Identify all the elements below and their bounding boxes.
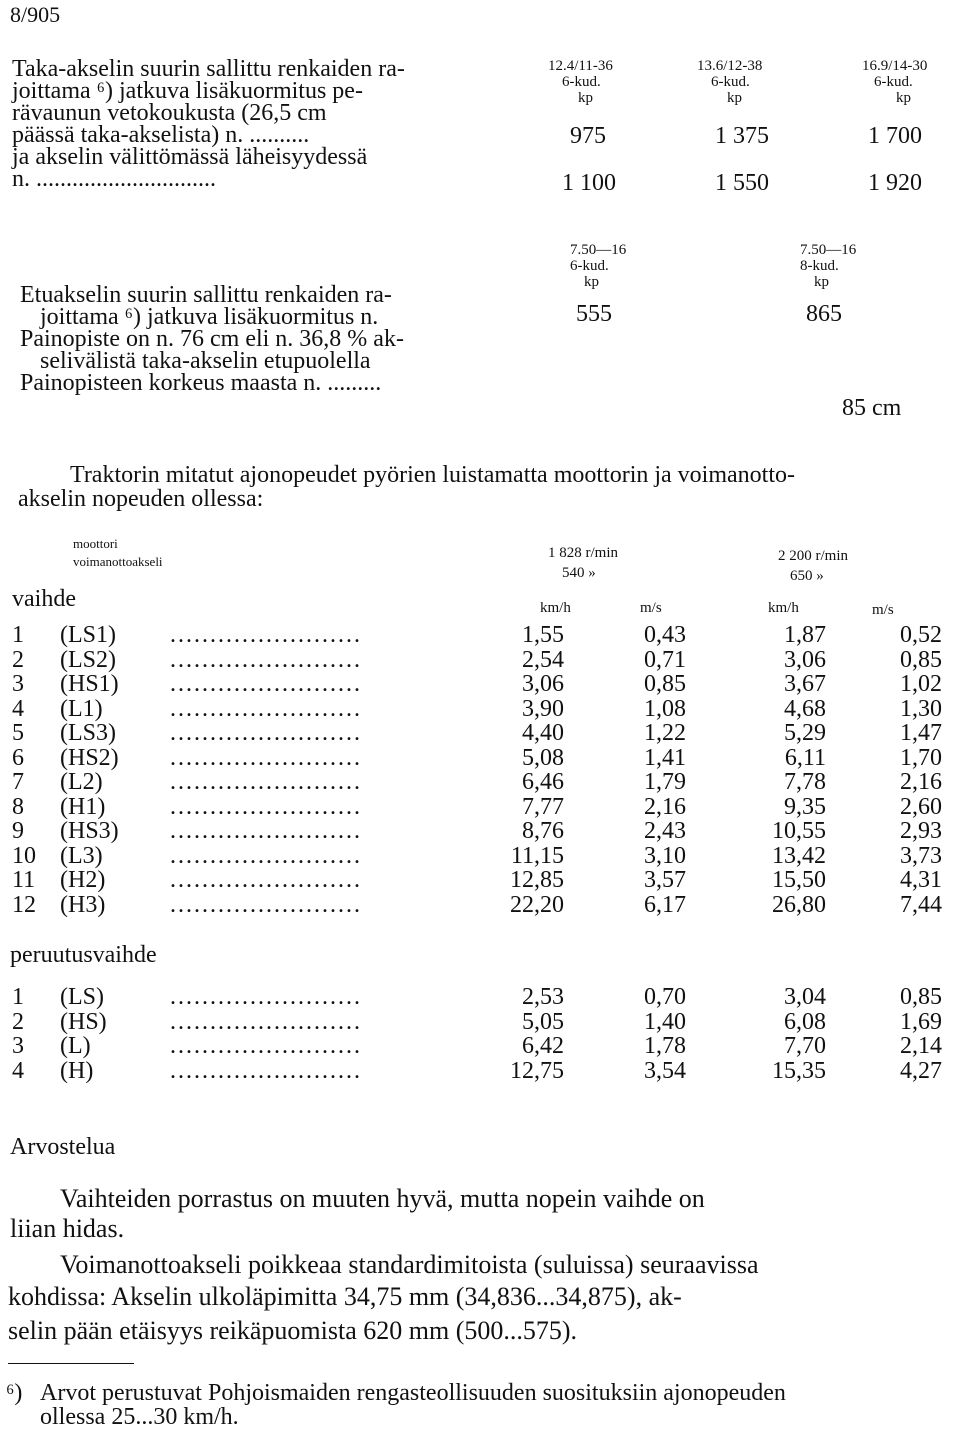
speed-ms-650: 1,47 — [900, 720, 942, 746]
speeds-intro-line1: Traktorin mitatut ajonopeudet pyörien luistamatta moottorin ja voimanotto- — [70, 462, 795, 488]
gear-name: (LS) — [60, 984, 104, 1010]
unit-label: kp — [578, 90, 593, 106]
speed-kmh-650: 5,29 — [784, 720, 826, 746]
speed-kmh-650: 7,78 — [784, 769, 826, 795]
footnote-marker: ⁶) — [6, 1380, 23, 1406]
leader-dots: ........................ — [170, 646, 362, 673]
speed-ms-540: 0,85 — [644, 671, 686, 697]
gear-number: 3 — [12, 671, 24, 697]
gear-name: (L3) — [60, 842, 103, 869]
leader-dots: ........................ — [170, 818, 362, 844]
gear-number: 7 — [12, 769, 24, 795]
speed-ms-540: 0,70 — [644, 984, 686, 1010]
speed-kmh-540: 11,15 — [510, 842, 564, 869]
speed-ms-650: 3,73 — [900, 842, 942, 869]
gear-number: 11 — [12, 867, 36, 893]
speed-ms-650: 1,70 — [900, 744, 942, 771]
footnote-line2: ollessa 25...30 km/h. — [40, 1404, 239, 1430]
rear-axle-line: joittama ⁶) jatkuva lisäkuormitus pe- — [12, 78, 363, 104]
gear-number: 12 — [12, 891, 36, 918]
unit-ms-1: m/s — [640, 600, 662, 616]
leader-dots: ........................ — [170, 793, 362, 820]
rear-axle-line: päässä taka-akselista) n. .......... — [12, 122, 310, 148]
front-axle-line: Painopiste on n. 76 cm eli n. 36,8 % ak- — [20, 326, 404, 352]
unit-kmh-1: km/h — [540, 600, 571, 616]
rear-col-2 — [697, 58, 797, 195]
hitch-load: 1 700 — [868, 123, 922, 149]
gear-number: 2 — [12, 1008, 24, 1035]
speed-ms-540: 0,43 — [644, 622, 686, 648]
review-p2-line1: Voimanottoakseli poikkeaa standardimitoista (suluissa) seuraavissa — [60, 1250, 759, 1279]
gear-name: (LS3) — [60, 720, 116, 746]
speed-kmh-650: 26,80 — [772, 891, 826, 918]
gear-number: 6 — [12, 744, 24, 771]
gear-header: vaihde — [12, 586, 76, 612]
engine-rpm-2: 2 200 r/min — [778, 548, 848, 564]
unit-label: kp — [584, 274, 599, 290]
speed-kmh-650: 7,70 — [784, 1033, 826, 1059]
front-col-2 — [800, 242, 900, 326]
speed-ms-540: 0,71 — [644, 646, 686, 673]
ply-rating: 8-kud. — [800, 258, 839, 274]
leader-dots: ........................ — [170, 842, 362, 869]
leader-dots: ........................ — [170, 769, 362, 795]
front-axle-line: Etuakselin suurin sallittu renkaiden ra- — [20, 282, 392, 308]
rear-axle-line: n. .............................. — [12, 166, 216, 192]
rear-col-1 — [548, 58, 648, 195]
rear-axle-line: Taka-akselin suurin sallittu renkaiden ra- — [12, 56, 405, 82]
speed-kmh-650: 6,08 — [784, 1008, 826, 1035]
rear-axle-line: ja akselin välittömässä läheisyydessä — [12, 144, 368, 170]
ply-rating: 6-kud. — [874, 74, 913, 90]
speed-kmh-540: 5,05 — [522, 1008, 564, 1035]
engine-label: moottori — [73, 536, 118, 551]
front-axle-line: Painopisteen korkeus maasta n. ......... — [20, 370, 382, 396]
hitch-load: 975 — [570, 123, 606, 149]
speed-ms-650: 2,60 — [900, 793, 942, 820]
speed-kmh-650: 6,11 — [784, 744, 826, 771]
speed-ms-540: 2,43 — [644, 818, 686, 844]
front-axle-line: selivälistä taka-akselin etupuolella — [40, 348, 371, 374]
speed-ms-650: 0,85 — [900, 984, 942, 1010]
speed-ms-650: 4,31 — [900, 867, 942, 893]
speed-ms-540: 6,17 — [644, 891, 686, 918]
speed-ms-650: 1,30 — [900, 695, 942, 722]
gear-number: 8 — [12, 793, 24, 820]
unit-label: kp — [814, 274, 829, 290]
near-axle-load: 1 550 — [715, 170, 769, 196]
gear-name: (HS2) — [60, 744, 119, 771]
leader-dots: ........................ — [170, 622, 362, 648]
speed-ms-650: 1,69 — [900, 1008, 942, 1035]
near-axle-load: 1 920 — [868, 170, 922, 196]
ply-rating: 6-kud. — [711, 74, 750, 90]
gear-name: (HS) — [60, 1008, 107, 1035]
speed-ms-650: 2,93 — [900, 818, 942, 844]
speed-ms-650: 7,44 — [900, 891, 942, 918]
speed-ms-650: 1,02 — [900, 671, 942, 697]
pto-rpm-2: 650 » — [790, 568, 824, 584]
reverse-header: peruutusvaihde — [10, 942, 157, 968]
speed-kmh-650: 4,68 — [784, 695, 826, 722]
leader-dots: ........................ — [170, 984, 362, 1010]
speed-kmh-540: 8,76 — [522, 818, 564, 844]
speed-kmh-540: 2,53 — [522, 984, 564, 1010]
speed-kmh-540: 6,42 — [522, 1033, 564, 1059]
ply-rating: 6-kud. — [562, 74, 601, 90]
gear-name: (L2) — [60, 769, 103, 795]
gear-name: (H1) — [60, 793, 106, 820]
speed-kmh-540: 7,77 — [522, 793, 564, 820]
gear-name: (H2) — [60, 867, 106, 893]
gear-name: (H) — [60, 1057, 94, 1084]
gear-name: (HS3) — [60, 818, 119, 844]
speed-ms-540: 1,40 — [644, 1008, 686, 1035]
front-axle-text — [20, 284, 404, 394]
front-col-1 — [570, 242, 670, 326]
front-axle-line: joittama ⁶) jatkuva lisäkuormitus n. — [40, 304, 379, 330]
review-p1-line1: Vaihteiden porrastus on muuten hyvä, mutta nopein vaihde on — [60, 1184, 705, 1213]
speed-ms-540: 2,16 — [644, 793, 686, 820]
gear-number: 10 — [12, 842, 36, 869]
gear-number: 1 — [12, 622, 24, 648]
leader-dots: ........................ — [170, 720, 362, 746]
pto-rpm-1: 540 » — [562, 565, 596, 581]
speed-kmh-650: 15,50 — [772, 867, 826, 893]
footnote-line1: Arvot perustuvat Pohjoismaiden rengasteollisuuden suosituksiin ajonopeuden — [40, 1380, 786, 1406]
gear-name: (H3) — [60, 891, 106, 918]
speed-kmh-540: 2,54 — [522, 646, 564, 673]
gear-number: 3 — [12, 1033, 24, 1059]
speed-kmh-540: 12,75 — [510, 1057, 564, 1084]
leader-dots: ........................ — [170, 671, 362, 697]
speed-kmh-650: 13,42 — [772, 842, 826, 869]
speed-ms-540: 1,79 — [644, 769, 686, 795]
footnote-rule — [8, 1363, 134, 1364]
rear-axle-line: rävaunun vetokoukusta (26,5 cm — [12, 100, 327, 126]
speed-ms-650: 2,14 — [900, 1033, 942, 1059]
gear-number: 1 — [12, 984, 24, 1010]
near-axle-load: 1 100 — [562, 170, 616, 196]
speed-kmh-650: 3,67 — [784, 671, 826, 697]
review-p2-line2: kohdissa: Akselin ulkoläpimitta 34,75 mm (34,836...34,875), ak- — [8, 1282, 682, 1311]
speed-kmh-540: 6,46 — [522, 769, 564, 795]
front-load: 555 — [576, 301, 612, 327]
gear-number: 4 — [12, 695, 24, 722]
pto-label: voimanottoakseli — [73, 554, 163, 569]
speed-kmh-540: 5,08 — [522, 744, 564, 771]
gear-name: (L) — [60, 1033, 91, 1059]
speed-ms-650: 2,16 — [900, 769, 942, 795]
front-load: 865 — [806, 301, 842, 327]
engine-rpm-1: 1 828 r/min — [548, 545, 618, 561]
speed-ms-650: 4,27 — [900, 1057, 942, 1084]
speed-ms-540: 3,10 — [644, 842, 686, 869]
speed-kmh-650: 10,55 — [772, 818, 826, 844]
tire-size: 7.50—16 — [570, 242, 627, 258]
speed-ms-540: 1,78 — [644, 1033, 686, 1059]
gear-number: 5 — [12, 720, 24, 746]
speed-kmh-540: 1,55 — [522, 622, 564, 648]
leader-dots: ........................ — [170, 891, 362, 918]
gear-name: (L1) — [60, 695, 103, 722]
gear-number: 4 — [12, 1057, 24, 1084]
speed-kmh-540: 22,20 — [510, 891, 564, 918]
review-p1-line2: liian hidas. — [10, 1214, 125, 1243]
speed-ms-540: 1,41 — [644, 744, 686, 771]
speed-kmh-650: 1,87 — [784, 622, 826, 648]
speed-ms-540: 3,54 — [644, 1057, 686, 1084]
leader-dots: ........................ — [170, 744, 362, 771]
gear-name: (HS1) — [60, 671, 119, 697]
gear-name: (LS1) — [60, 622, 116, 648]
page-number: 8/905 — [10, 2, 61, 27]
speed-kmh-650: 3,06 — [784, 646, 826, 673]
unit-label: kp — [896, 90, 911, 106]
leader-dots: ........................ — [170, 1033, 362, 1059]
speed-kmh-540: 4,40 — [522, 720, 564, 746]
unit-ms-2: m/s — [872, 602, 894, 618]
speed-kmh-540: 12,85 — [510, 867, 564, 893]
gear-number: 9 — [12, 818, 24, 844]
rear-axle-text — [12, 58, 405, 190]
tire-size: 7.50—16 — [800, 242, 857, 258]
speed-kmh-540: 3,06 — [522, 671, 564, 697]
speed-kmh-650: 3,04 — [784, 984, 826, 1010]
speed-ms-540: 3,57 — [644, 867, 686, 893]
hitch-load: 1 375 — [715, 123, 769, 149]
speed-kmh-540: 3,90 — [522, 695, 564, 722]
review-heading: Arvostelua — [10, 1134, 116, 1160]
gear-number: 2 — [12, 646, 24, 673]
review-p2-line3: selin pään etäisyys reikäpuomista 620 mm (500...575). — [8, 1316, 578, 1345]
speeds-intro-line2: akselin nopeuden ollessa: — [18, 486, 264, 512]
speed-ms-540: 1,08 — [644, 695, 686, 722]
cog-height-value: 85 cm — [842, 395, 902, 421]
speed-kmh-650: 15,35 — [772, 1057, 826, 1084]
leader-dots: ........................ — [170, 867, 362, 893]
tire-size: 12.4/11-36 — [548, 58, 613, 74]
gear-name: (LS2) — [60, 646, 116, 673]
speed-ms-650: 0,52 — [900, 622, 942, 648]
unit-label: kp — [727, 90, 742, 106]
unit-kmh-2: km/h — [768, 600, 799, 616]
leader-dots: ........................ — [170, 1057, 362, 1084]
speed-kmh-650: 9,35 — [784, 793, 826, 820]
leader-dots: ........................ — [170, 695, 362, 722]
rear-col-3 — [848, 58, 948, 195]
leader-dots: ........................ — [170, 1008, 362, 1035]
speed-ms-650: 0,85 — [900, 646, 942, 673]
speed-ms-540: 1,22 — [644, 720, 686, 746]
tire-size: 13.6/12-38 — [697, 58, 763, 74]
ply-rating: 6-kud. — [570, 258, 609, 274]
tire-size: 16.9/14-30 — [862, 58, 928, 74]
